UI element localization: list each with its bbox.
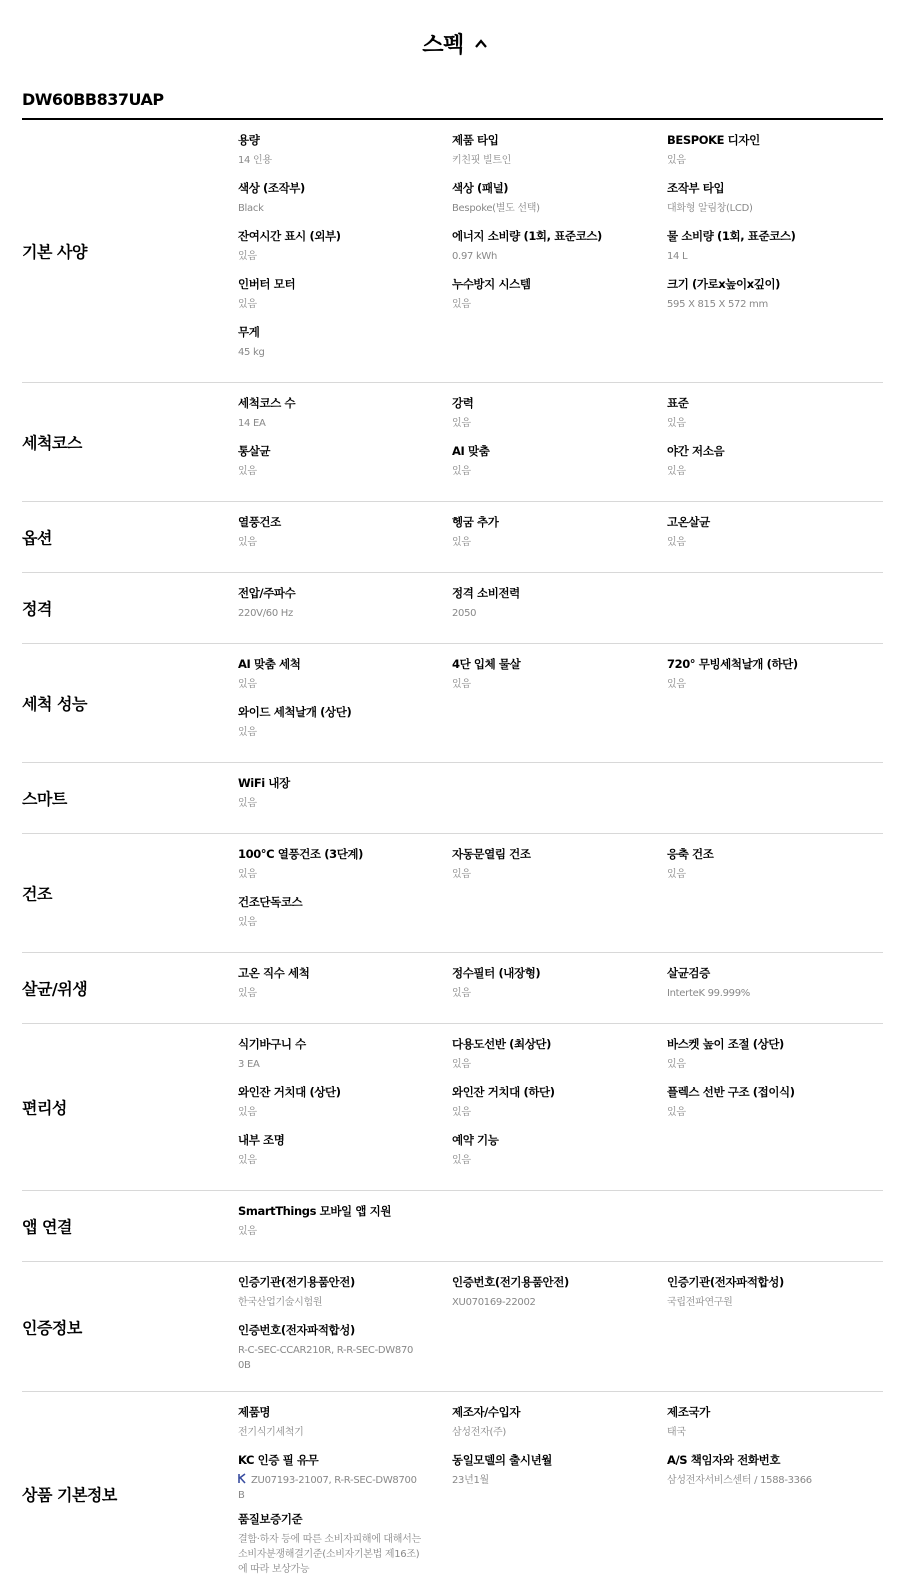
spec-value: 있음 [667, 466, 686, 477]
spec-label: 잔여시간 표시 (외부) [238, 229, 341, 243]
page-title: 스펙 [422, 33, 464, 58]
spec-value: 있음 [238, 869, 257, 880]
section-title: 인증정보 [22, 1318, 82, 1337]
spec-label: 조작부 타입 [667, 181, 725, 195]
spec-item [452, 585, 667, 633]
spec-label: 제조자/수입자 [452, 1405, 521, 1419]
spec-label: 와인잔 거치대 (하단) [452, 1085, 555, 1099]
spec-value: 있음 [452, 1059, 471, 1070]
spec-value: Bespoke(별도 선택) [452, 203, 540, 214]
spec-item [452, 1404, 667, 1452]
spec-section [22, 573, 883, 644]
spec-label: 바스켓 높이 조절 (상단) [667, 1037, 784, 1051]
spec-section [22, 1191, 883, 1262]
spec-item [238, 894, 452, 942]
spec-item [667, 180, 883, 228]
spec-item [238, 1132, 452, 1180]
spec-section [22, 120, 883, 383]
spec-value: XU070169-22002 [452, 1297, 536, 1308]
spec-value: 삼성전자서비스센터 / 1588-3366 [667, 1475, 812, 1486]
spec-value-text: ZU07193-21007, R-R-SEC-DW8700 B [238, 1475, 417, 1501]
spec-label: A/S 책임자와 전화번호 [667, 1453, 781, 1467]
spec-grid [238, 120, 883, 382]
spec-value: 3 EA [238, 1059, 260, 1070]
spec-value: 있음 [238, 1226, 257, 1237]
spec-item [667, 395, 883, 443]
spec-value: 0.97 kWh [452, 251, 498, 262]
spec-item [238, 228, 452, 276]
model-number: DW60BB837UAP [22, 90, 164, 109]
spec-value: 있음 [452, 537, 471, 548]
spec-item [238, 1452, 452, 1511]
spec-value: 있음 [238, 798, 257, 809]
section-title: 상품 기본정보 [22, 1485, 117, 1504]
spec-label: 품질보증기준 [238, 1512, 303, 1526]
section-title: 건조 [22, 884, 52, 904]
spec-item [238, 1322, 452, 1381]
spec-item [667, 965, 883, 1013]
spec-value: 있음 [452, 1107, 471, 1118]
spec-label: 정격 소비전력 [452, 586, 520, 600]
spec-label: 고온살균 [667, 515, 710, 529]
spec-grid [238, 502, 883, 572]
spec-item [452, 656, 667, 704]
spec-item [238, 180, 452, 228]
spec-value: 23년1월 [452, 1475, 489, 1486]
spec-value: 태국 [667, 1427, 686, 1438]
spec-section [22, 1024, 883, 1191]
spec-value: 국립전파연구원 [667, 1297, 733, 1308]
spec-value: 있음 [667, 537, 686, 548]
spec-label: 색상 (패널) [452, 181, 509, 195]
spec-item [667, 1404, 883, 1452]
spec-value: 전기식기세척기 [238, 1427, 304, 1438]
spec-item [452, 276, 667, 324]
spec-grid [238, 573, 883, 643]
spec-value: 있음 [667, 1107, 686, 1118]
spec-label: 건조단독코스 [238, 895, 303, 909]
spec-item [667, 514, 883, 562]
spec-value [238, 1473, 442, 1503]
spec-item [452, 395, 667, 443]
spec-table [22, 120, 883, 1595]
spec-value: 있음 [452, 418, 471, 429]
spec-label: 열풍건조 [238, 515, 281, 529]
spec-label: 식기바구니 수 [238, 1037, 306, 1051]
spec-item [452, 846, 667, 894]
section-title: 정격 [22, 599, 52, 619]
spec-item [667, 132, 883, 180]
spec-section [22, 1262, 883, 1392]
spec-section [22, 644, 883, 763]
spec-value: 있음 [452, 1155, 471, 1166]
spec-item [667, 656, 883, 704]
spec-label: 제조국가 [667, 1405, 710, 1419]
spec-item [452, 1084, 667, 1132]
spec-item [452, 1452, 667, 1511]
spec-label: 고온 직수 세척 [238, 966, 310, 980]
spec-section [22, 502, 883, 573]
spec-value: 있음 [238, 917, 257, 928]
spec-value: 있음 [238, 251, 257, 262]
spec-label: 크기 (가로x높이x깊이) [667, 277, 781, 291]
spec-label: 인증기관(전기용품안전) [238, 1275, 355, 1289]
spec-item [238, 276, 452, 324]
spec-grid [238, 383, 883, 501]
spec-label: 응축 건조 [667, 847, 714, 861]
spec-label: 에너지 소비량 (1회, 표준코스) [452, 229, 602, 243]
spec-label: 플렉스 선반 구조 (접이식) [667, 1085, 795, 1099]
section-title: 옵션 [22, 528, 52, 548]
spec-section [22, 834, 883, 953]
spec-section [22, 1392, 883, 1595]
spec-value: 대화형 알림창(LCD) [667, 203, 753, 214]
spec-item [238, 324, 452, 372]
spec-value: 있음 [238, 988, 257, 999]
spec-item [667, 1084, 883, 1132]
spec-item [238, 514, 452, 562]
section-title: 세척 성능 [22, 694, 87, 714]
spec-item [667, 1452, 883, 1511]
spec-label: 무게 [238, 325, 260, 339]
spec-item [452, 228, 667, 276]
spec-item [238, 775, 452, 823]
chevron-up-icon [474, 37, 488, 51]
spec-label: AI 맞춤 [452, 444, 490, 458]
section-title: 앱 연결 [22, 1217, 72, 1237]
spec-value: 14 L [667, 251, 688, 262]
spec-label: WiFi 내장 [238, 776, 290, 790]
spec-item [238, 704, 452, 752]
spec-label: 와인잔 거치대 (상단) [238, 1085, 341, 1099]
spec-item [452, 443, 667, 491]
spec-value: 14 EA [238, 418, 266, 429]
spec-section [22, 953, 883, 1024]
section-title: 기본 사양 [22, 242, 87, 262]
spec-item [238, 1203, 452, 1251]
spec-label: 정수필터 (내장형) [452, 966, 541, 980]
spec-value: 14 인용 [238, 155, 272, 166]
spec-label: 예약 기능 [452, 1133, 499, 1147]
spec-item [238, 1084, 452, 1132]
spec-value: 한국산업기술시험원 [238, 1297, 323, 1308]
spec-label: 내부 조명 [238, 1133, 285, 1147]
kc-mark-icon [238, 1473, 247, 1484]
spec-item [452, 965, 667, 1013]
spec-item [667, 443, 883, 491]
spec-grid [238, 1024, 883, 1190]
spec-label: 살균검증 [667, 966, 710, 980]
spec-value: 있음 [238, 299, 257, 310]
spec-value: 있음 [238, 537, 257, 548]
spec-label: 인증기관(전자파적합성) [667, 1275, 784, 1289]
spec-label: 인증번호(전자파적합성) [238, 1323, 355, 1337]
spec-value: 있음 [452, 299, 471, 310]
spec-item [238, 395, 452, 443]
spec-value: R-C-SEC-CCAR210R, R-R-SEC-DW870 0B [238, 1345, 414, 1371]
spec-label: KC 인증 필 유무 [238, 1453, 319, 1467]
spec-value: 있음 [452, 869, 471, 880]
spec-toggle[interactable] [422, 28, 488, 59]
spec-grid [238, 1392, 883, 1595]
spec-grid [238, 763, 883, 833]
spec-value: 있음 [667, 1059, 686, 1070]
spec-grid [238, 953, 883, 1023]
spec-label: 인증번호(전기용품안전) [452, 1275, 569, 1289]
spec-label: 누수방지 시스템 [452, 277, 531, 291]
spec-label: 세척코스 수 [238, 396, 296, 410]
spec-item [667, 228, 883, 276]
spec-item [452, 1132, 667, 1180]
spec-label: 강력 [452, 396, 474, 410]
spec-item [238, 132, 452, 180]
section-title: 편리성 [22, 1098, 67, 1118]
spec-value: IntertеK 99.999% [667, 988, 750, 999]
spec-grid [238, 1191, 883, 1261]
spec-label: 720° 무빙세척날개 (하단) [667, 657, 798, 671]
spec-value: 595 X 815 X 572 mm [667, 299, 768, 310]
spec-grid [238, 834, 883, 952]
spec-item [238, 1036, 452, 1084]
spec-item [238, 1404, 452, 1452]
spec-value: 삼성전자(주) [452, 1427, 507, 1438]
spec-value: 있음 [238, 466, 257, 477]
spec-label: 헹굼 추가 [452, 515, 499, 529]
spec-label: SmartThings 모바일 앱 지원 [238, 1204, 392, 1218]
spec-value: 키친핏 빌트인 [452, 155, 512, 166]
spec-item [238, 1274, 452, 1322]
spec-item [452, 132, 667, 180]
spec-value: Black [238, 203, 264, 214]
spec-value: 있음 [667, 155, 686, 166]
spec-grid [238, 1262, 883, 1391]
spec-label: 제품명 [238, 1405, 271, 1419]
spec-item [452, 514, 667, 562]
spec-label: AI 맞춤 세척 [238, 657, 301, 671]
section-title: 살균/위생 [22, 979, 88, 999]
spec-value: 있음 [667, 679, 686, 690]
spec-label: 100°C 열풍건조 (3단계) [238, 847, 363, 861]
spec-label: 통살균 [238, 444, 271, 458]
spec-label: 인버터 모터 [238, 277, 296, 291]
spec-value: 있음 [667, 869, 686, 880]
spec-value: 있음 [452, 679, 471, 690]
spec-value: 2050 [452, 608, 477, 619]
spec-value: 220V/60 Hz [238, 608, 293, 619]
spec-item [667, 1274, 883, 1322]
spec-label: 자동문열림 건조 [452, 847, 531, 861]
spec-item [452, 180, 667, 228]
spec-item [667, 276, 883, 324]
spec-value: 있음 [238, 1107, 257, 1118]
section-title: 세척코스 [22, 433, 82, 453]
spec-item [238, 656, 452, 704]
spec-label: 물 소비량 (1회, 표준코스) [667, 229, 796, 243]
spec-value: 있음 [238, 1155, 257, 1166]
spec-value: 결함·하자 등에 따른 소비자피해에 대해서는 소비자분쟁해결기준(소비자기본법 제16조) 에 따라 보상가능 [238, 1534, 421, 1575]
spec-item [667, 1036, 883, 1084]
spec-label: 야간 저소음 [667, 444, 725, 458]
spec-value: 있음 [452, 466, 471, 477]
spec-grid [238, 644, 883, 762]
spec-item [238, 1511, 452, 1585]
spec-item [452, 1036, 667, 1084]
spec-label: 색상 (조작부) [238, 181, 305, 195]
spec-label: 전압/주파수 [238, 586, 296, 600]
spec-value: 있음 [238, 679, 257, 690]
spec-item [238, 846, 452, 894]
spec-value: 있음 [667, 418, 686, 429]
spec-value: 있음 [238, 727, 257, 738]
spec-label: 동일모델의 출시년월 [452, 1453, 552, 1467]
spec-label: 제품 타입 [452, 133, 499, 147]
spec-value: 있음 [452, 988, 471, 999]
spec-value: 45 kg [238, 347, 265, 358]
section-title: 스마트 [22, 789, 67, 809]
spec-label: BESPOKE 디자인 [667, 133, 760, 147]
spec-item [452, 1274, 667, 1322]
spec-section [22, 383, 883, 502]
spec-label: 다용도선반 (최상단) [452, 1037, 551, 1051]
spec-label: 와이드 세척날개 (상단) [238, 705, 352, 719]
spec-label: 용량 [238, 133, 260, 147]
spec-item [238, 965, 452, 1013]
spec-section [22, 763, 883, 834]
spec-item [238, 443, 452, 491]
spec-item [667, 846, 883, 894]
spec-label: 4단 입체 물살 [452, 657, 521, 671]
spec-item [238, 585, 452, 633]
spec-label: 표준 [667, 396, 689, 410]
